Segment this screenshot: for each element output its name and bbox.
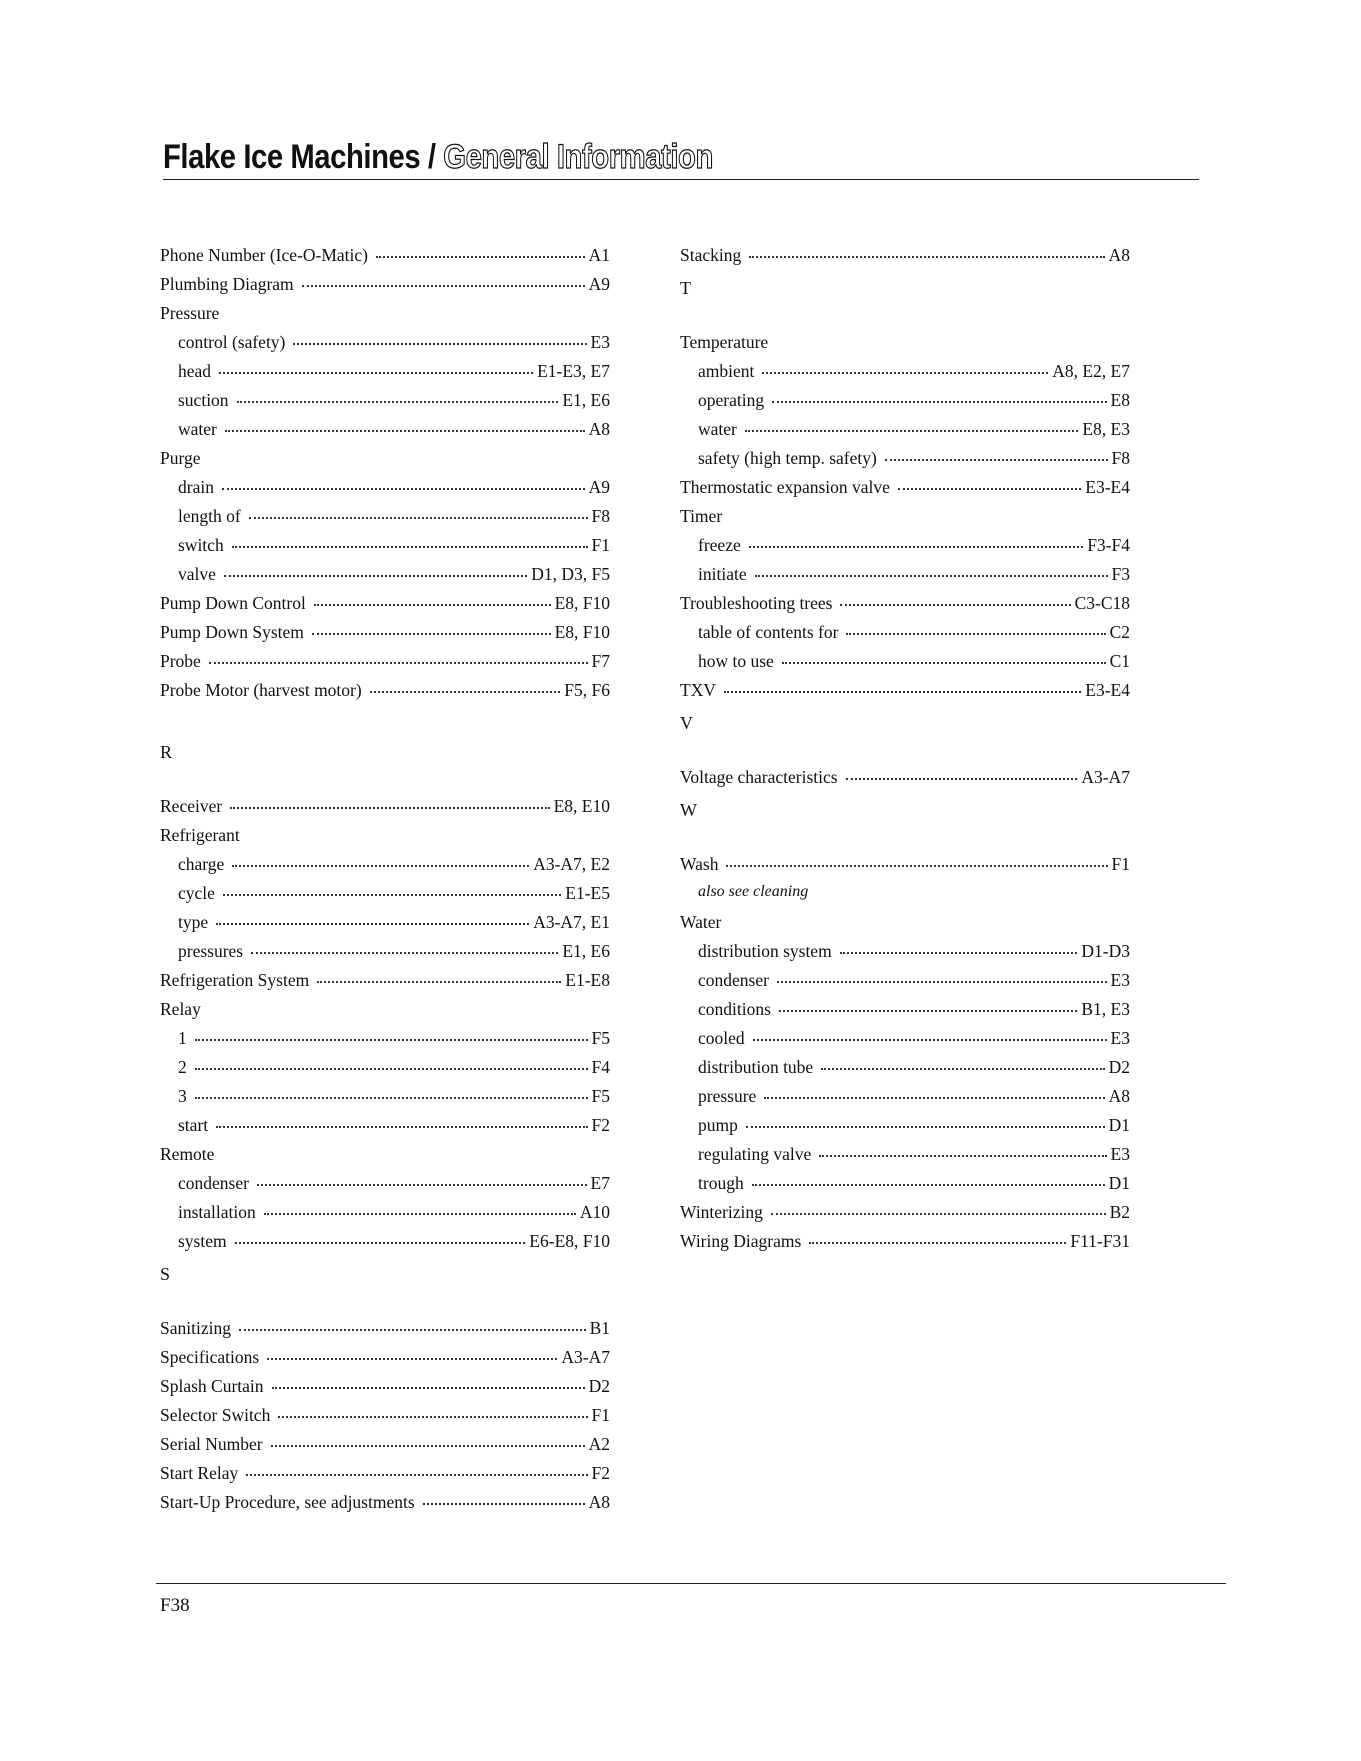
leader-dots xyxy=(312,619,551,635)
index-entry xyxy=(680,999,1130,1028)
index-heading: Purge xyxy=(160,448,201,468)
index-page-ref: D2 xyxy=(588,1376,610,1396)
index-term: Thermostatic expansion valve xyxy=(680,477,890,497)
index-page-ref: F1 xyxy=(1111,854,1130,874)
index-term: system xyxy=(178,1231,227,1251)
index-heading: Pressure xyxy=(160,303,220,323)
spacer xyxy=(160,709,610,738)
index-entry xyxy=(680,535,1130,564)
index-term: valve xyxy=(178,564,216,584)
index-page-ref: A3-A7 xyxy=(561,1347,610,1367)
index-term: Stacking xyxy=(680,245,742,265)
index-term: Refrigeration System xyxy=(160,970,310,990)
leader-dots xyxy=(216,1112,587,1128)
index-entry xyxy=(680,1057,1130,1086)
leader-dots xyxy=(225,416,585,432)
leader-dots xyxy=(239,1315,586,1331)
index-page-ref: E8, F10 xyxy=(554,622,610,642)
section-letter: T xyxy=(680,278,691,298)
index-page-ref: A8 xyxy=(588,419,610,439)
index-entry xyxy=(680,390,1130,419)
index-entry xyxy=(680,1144,1130,1173)
index-page-ref: E8 xyxy=(1110,390,1130,410)
index-term: Probe Motor (harvest motor) xyxy=(160,680,362,700)
index-right-column xyxy=(680,245,1130,1260)
index-page-ref: E8, F10 xyxy=(554,593,610,613)
index-term: condenser xyxy=(178,1173,249,1193)
index-term: Start-Up Procedure, see adjustments xyxy=(160,1492,415,1512)
index-term: operating xyxy=(698,390,765,410)
index-term: type xyxy=(178,912,209,932)
index-page-ref: A9 xyxy=(588,477,610,497)
index-page-ref: D1 xyxy=(1108,1115,1130,1135)
index-entry xyxy=(680,448,1130,477)
leader-dots xyxy=(267,1344,557,1360)
index-entry xyxy=(160,564,610,593)
index-page-ref: E1-E8 xyxy=(565,970,610,990)
index-term: Troubleshooting trees xyxy=(680,593,833,613)
index-entry xyxy=(680,593,1130,622)
index-page-ref: B1, E3 xyxy=(1081,999,1130,1019)
index-page-ref: F5, F6 xyxy=(564,680,610,700)
index-page-ref: F2 xyxy=(591,1115,610,1135)
index-left-column xyxy=(160,245,610,1521)
index-term: Wiring Diagrams xyxy=(680,1231,802,1251)
index-entry xyxy=(160,361,610,390)
index-page-ref: E3 xyxy=(1110,1028,1130,1048)
index-page-ref: E3 xyxy=(1110,1144,1130,1164)
section-letter: V xyxy=(680,713,693,733)
index-page-ref: E8, E3 xyxy=(1082,419,1130,439)
index-entry xyxy=(160,1347,610,1376)
index-entry xyxy=(160,477,610,506)
index-entry xyxy=(160,622,610,651)
index-entry xyxy=(680,245,1130,274)
index-entry xyxy=(160,1376,610,1405)
index-term: suction xyxy=(178,390,229,410)
index-term: Splash Curtain xyxy=(160,1376,264,1396)
index-entry xyxy=(160,1086,610,1115)
leader-dots xyxy=(232,851,529,867)
index-term: 1 xyxy=(178,1028,187,1048)
index-page-ref: A8 xyxy=(588,1492,610,1512)
leader-dots xyxy=(230,793,549,809)
leader-dots xyxy=(370,677,561,693)
index-entry xyxy=(160,593,610,622)
footer-rule xyxy=(156,1583,1226,1584)
leader-dots xyxy=(779,996,1077,1012)
index-term: water xyxy=(178,419,217,439)
index-entry xyxy=(160,912,610,941)
index-page-ref: E1, E6 xyxy=(562,390,610,410)
index-term: water xyxy=(698,419,737,439)
page-number: F38 xyxy=(160,1595,190,1616)
index-page-ref: E3-E4 xyxy=(1085,680,1130,700)
leader-dots xyxy=(257,1170,587,1186)
index-entry xyxy=(160,332,610,361)
index-page-ref: F4 xyxy=(591,1057,610,1077)
leader-dots xyxy=(724,677,1081,693)
index-page-ref: A8 xyxy=(1108,1086,1130,1106)
index-page-ref: F5 xyxy=(591,1028,610,1048)
leader-dots xyxy=(195,1025,588,1041)
leader-dots xyxy=(898,474,1081,490)
section-letter: W xyxy=(680,800,697,820)
index-term: length of xyxy=(178,506,241,526)
leader-dots xyxy=(251,938,558,954)
index-entry xyxy=(160,274,610,303)
index-entry xyxy=(160,1231,610,1260)
leader-dots xyxy=(777,967,1107,983)
index-term: Probe xyxy=(160,651,201,671)
index-page-ref: B1 xyxy=(589,1318,610,1338)
leader-dots xyxy=(885,445,1108,461)
index-heading: Water xyxy=(680,912,722,932)
index-term: charge xyxy=(178,854,225,874)
index-term: Winterizing xyxy=(680,1202,763,1222)
leader-dots xyxy=(821,1054,1104,1070)
index-entry xyxy=(160,1173,610,1202)
leader-dots xyxy=(235,1228,526,1244)
index-term: initiate xyxy=(698,564,747,584)
index-term: Start Relay xyxy=(160,1463,239,1483)
index-page-ref: E3 xyxy=(590,332,610,352)
leader-dots xyxy=(272,1373,585,1389)
leader-dots xyxy=(209,648,588,664)
index-term: switch xyxy=(178,535,224,555)
index-page-ref: D1-D3 xyxy=(1081,941,1130,961)
index-term: Specifications xyxy=(160,1347,260,1367)
index-term: Phone Number (Ice-O-Matic) xyxy=(160,245,368,265)
index-page-ref: A3-A7, E2 xyxy=(533,854,610,874)
leader-dots xyxy=(746,1112,1105,1128)
index-entry xyxy=(680,680,1130,709)
index-page-ref: A3-A7 xyxy=(1081,767,1130,787)
index-term: Voltage characteristics xyxy=(680,767,838,787)
leader-dots xyxy=(249,503,588,519)
index-page-ref: C2 xyxy=(1109,622,1130,642)
index-entry xyxy=(680,1028,1130,1057)
index-entry xyxy=(160,1318,610,1347)
index-entry xyxy=(680,651,1130,680)
page-title xyxy=(163,138,713,177)
index-term: ambient xyxy=(698,361,755,381)
leader-dots xyxy=(772,387,1106,403)
index-page-ref: E6-E8, F10 xyxy=(529,1231,610,1251)
index-page-ref: F1 xyxy=(591,1405,610,1425)
index-entry xyxy=(680,1231,1130,1260)
index-term: pressure xyxy=(698,1086,757,1106)
leader-dots xyxy=(749,242,1104,258)
index-heading: Remote xyxy=(160,1144,215,1164)
index-page-ref: F2 xyxy=(591,1463,610,1483)
index-entry xyxy=(160,1492,610,1521)
index-heading: Temperature xyxy=(680,332,769,352)
index-entry xyxy=(160,1202,610,1231)
index-entry xyxy=(160,390,610,419)
index-entry xyxy=(680,1173,1130,1202)
leader-dots xyxy=(840,590,1070,606)
index-entry xyxy=(680,477,1130,506)
leader-dots xyxy=(195,1083,588,1099)
index-page-ref: A3-A7, E1 xyxy=(533,912,610,932)
index-page-ref: F5 xyxy=(591,1086,610,1106)
index-page-ref: C1 xyxy=(1109,651,1130,671)
index-entry xyxy=(680,361,1130,390)
index-page-ref: E3-E4 xyxy=(1085,477,1130,497)
index-term: Sanitizing xyxy=(160,1318,231,1338)
leader-dots xyxy=(219,358,533,374)
index-entry xyxy=(680,622,1130,651)
index-entry xyxy=(160,1463,610,1492)
index-term: conditions xyxy=(698,999,771,1019)
leader-dots xyxy=(237,387,559,403)
index-page-ref: F3-F4 xyxy=(1087,535,1130,555)
leader-dots xyxy=(753,1025,1107,1041)
index-entry xyxy=(680,970,1130,999)
index-page-ref: A2 xyxy=(588,1434,610,1454)
leader-dots xyxy=(846,764,1078,780)
section-letter: R xyxy=(160,742,173,762)
index-term: 2 xyxy=(178,1057,187,1077)
leader-dots xyxy=(293,329,586,345)
index-term: TXV xyxy=(680,680,716,700)
leader-dots xyxy=(809,1228,1066,1244)
index-page-ref: E7 xyxy=(590,1173,610,1193)
index-entry xyxy=(160,854,610,883)
index-page-ref: A8 xyxy=(1108,245,1130,265)
leader-dots xyxy=(846,619,1105,635)
index-page-ref: F8 xyxy=(1111,448,1130,468)
index-page-ref: F3 xyxy=(1111,564,1130,584)
index-term: condenser xyxy=(698,970,769,990)
leader-dots xyxy=(762,358,1048,374)
index-entry xyxy=(160,535,610,564)
leader-dots xyxy=(764,1083,1104,1099)
leader-dots xyxy=(726,851,1107,867)
index-entry xyxy=(160,1115,610,1144)
index-term: regulating valve xyxy=(698,1144,812,1164)
cross-reference: also see cleaning xyxy=(698,883,809,900)
index-page-ref: C3-C18 xyxy=(1074,593,1130,613)
leader-dots xyxy=(216,909,529,925)
index-entry xyxy=(160,1057,610,1086)
leader-dots xyxy=(376,242,585,258)
index-page-ref: F7 xyxy=(591,651,610,671)
index-term: Receiver xyxy=(160,796,223,816)
index-term: Wash xyxy=(680,854,719,874)
leader-dots xyxy=(782,648,1106,664)
index-page-ref: D1, D3, F5 xyxy=(531,564,610,584)
index-term: distribution system xyxy=(698,941,832,961)
index-term: trough xyxy=(698,1173,744,1193)
index-page-ref: F11-F31 xyxy=(1070,1231,1130,1251)
index-entry xyxy=(160,419,610,448)
leader-dots xyxy=(771,1199,1106,1215)
index-page-ref: E1-E3, E7 xyxy=(537,361,610,381)
index-entry xyxy=(160,1405,610,1434)
index-term: control (safety) xyxy=(178,332,286,352)
leader-dots xyxy=(752,1170,1105,1186)
leader-dots xyxy=(246,1460,587,1476)
leader-dots xyxy=(749,532,1083,548)
leader-dots xyxy=(224,561,527,577)
page-header xyxy=(163,136,1199,180)
index-entry xyxy=(680,767,1130,796)
index-term: cooled xyxy=(698,1028,745,1048)
index-term: Selector Switch xyxy=(160,1405,271,1425)
leader-dots xyxy=(745,416,1078,432)
title-main: Flake Ice Machines / xyxy=(163,138,444,176)
index-term: Serial Number xyxy=(160,1434,263,1454)
index-entry xyxy=(160,651,610,680)
index-entry xyxy=(680,1086,1130,1115)
index-term: how to use xyxy=(698,651,774,671)
index-entry xyxy=(160,796,610,825)
leader-dots xyxy=(223,880,561,896)
index-entry xyxy=(680,854,1130,883)
index-entry xyxy=(680,419,1130,448)
index-page-ref: A1 xyxy=(588,245,610,265)
index-term: Pump Down System xyxy=(160,622,304,642)
index-term: head xyxy=(178,361,212,381)
index-page-ref: E3 xyxy=(1110,970,1130,990)
index-page-ref: B2 xyxy=(1109,1202,1130,1222)
index-entry xyxy=(160,1028,610,1057)
index-term: installation xyxy=(178,1202,256,1222)
leader-dots xyxy=(840,938,1078,954)
index-page-ref: A10 xyxy=(579,1202,610,1222)
leader-dots xyxy=(314,590,551,606)
index-page-ref: E1-E5 xyxy=(565,883,610,903)
leader-dots xyxy=(222,474,585,490)
section-letter: S xyxy=(160,1264,171,1284)
index-term: pressures xyxy=(178,941,244,961)
index-term: safety (high temp. safety) xyxy=(698,448,877,468)
index-term: Plumbing Diagram xyxy=(160,274,294,294)
index-entry xyxy=(160,506,610,535)
index-entry xyxy=(680,564,1130,593)
leader-dots xyxy=(317,967,561,983)
index-term: cycle xyxy=(178,883,215,903)
index-term: distribution tube xyxy=(698,1057,814,1077)
leader-dots xyxy=(232,532,588,548)
index-term: Pump Down Control xyxy=(160,593,306,613)
leader-dots xyxy=(278,1402,587,1418)
index-page-ref: D1 xyxy=(1108,1173,1130,1193)
index-term: start xyxy=(178,1115,209,1135)
index-heading: Timer xyxy=(680,506,723,526)
index-term: freeze xyxy=(698,535,741,555)
leader-dots xyxy=(302,271,585,287)
index-term: table of contents for xyxy=(698,622,839,642)
index-term: drain xyxy=(178,477,214,497)
index-heading: Relay xyxy=(160,999,201,1019)
index-page-ref: F8 xyxy=(591,506,610,526)
index-entry xyxy=(160,883,610,912)
index-entry xyxy=(160,245,610,274)
index-entry xyxy=(680,1202,1130,1231)
index-entry xyxy=(680,1115,1130,1144)
index-term: pump xyxy=(698,1115,738,1135)
leader-dots xyxy=(819,1141,1106,1157)
index-page-ref: A8, E2, E7 xyxy=(1052,361,1130,381)
index-page-ref: F1 xyxy=(591,535,610,555)
index-page-ref: E8, E10 xyxy=(553,796,610,816)
leader-dots xyxy=(195,1054,588,1070)
index-entry xyxy=(160,1434,610,1463)
index-term: 3 xyxy=(178,1086,187,1106)
index-heading: Refrigerant xyxy=(160,825,240,845)
leader-dots xyxy=(264,1199,576,1215)
index-page-ref: E1, E6 xyxy=(562,941,610,961)
index-entry xyxy=(160,680,610,709)
leader-dots xyxy=(271,1431,585,1447)
leader-dots xyxy=(423,1489,585,1505)
index-entry xyxy=(160,970,610,999)
index-entry xyxy=(160,941,610,970)
index-page-ref: D2 xyxy=(1108,1057,1130,1077)
title-outline: General Information xyxy=(443,138,713,176)
leader-dots xyxy=(755,561,1108,577)
index-entry xyxy=(680,941,1130,970)
index-page-ref: A9 xyxy=(588,274,610,294)
